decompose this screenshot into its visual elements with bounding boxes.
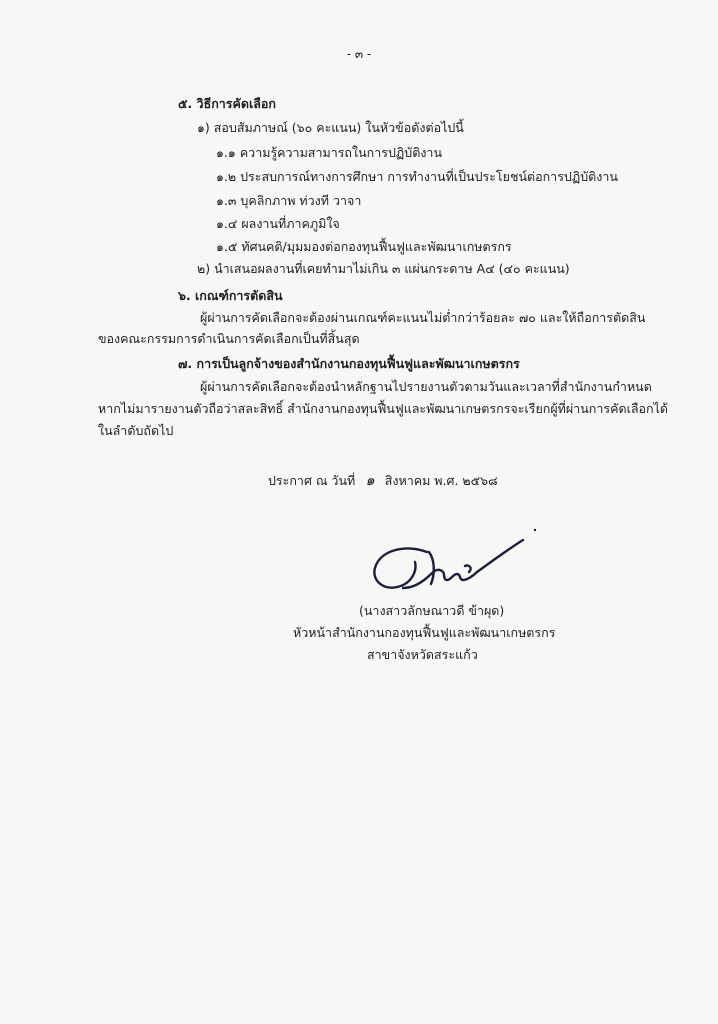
section-5-subitem-2: ๑.๒ ประสบการณ์ทางการศึกษา การทำงานที่เป็นประโยชน์ต่อการปฏิบัติงาน — [216, 169, 618, 184]
announcement-day: ๑ — [365, 471, 375, 489]
section-5-item-2: ๒) นำเสนอผลงานที่เคยทำมาไม่เกิน ๓ แผ่นกระดาษ A๔ (๔๐ คะแนน) — [197, 261, 570, 276]
section-5-subitem-3: ๑.๓ บุคลิกภาพ ท่วงที วาจา — [216, 193, 362, 208]
announcement-prefix: ประกาศ ณ วันที่ — [268, 473, 356, 488]
signer-title: หัวหน้าสำนักงานกองทุนฟื้นฟูและพัฒนาเกษตรกร — [293, 625, 556, 640]
handwritten-signature — [365, 522, 540, 602]
section-6-line-1: ผู้ผ่านการคัดเลือกจะต้องผ่านเกณฑ์คะแนนไม่ต่ำกว่าร้อยละ ๗๐ และให้ถือการตัดสิน — [200, 310, 646, 325]
section-7-line-3: ในลำดับถัดไป — [98, 423, 174, 438]
announcement-date — [268, 472, 498, 489]
announcement-month-year: สิงหาคม พ.ศ. ๒๕๖๘ — [384, 473, 498, 488]
signer-branch: สาขาจังหวัดสระแก้ว — [367, 647, 478, 662]
section-5-item-1: ๑) สอบสัมภาษณ์ (๖๐ คะแนน) ในหัวข้อดังต่อไปนี้ — [197, 120, 464, 135]
section-5-subitem-1: ๑.๑ ความรู้ความสามารถในการปฏิบัติงาน — [216, 145, 442, 160]
section-7-line-2: หากไม่มารายงานตัวถือว่าสละสิทธิ์ สำนักงานกองทุนฟื้นฟูและพัฒนาเกษตรกรจะเรียกผู้ที่ผ่านการคัดเลือกได้ — [98, 401, 668, 416]
section-7-heading: ๗. การเป็นลูกจ้างของสำนักงานกองทุนฟื้นฟูและพัฒนาเกษตรกร — [178, 356, 520, 371]
section-6-line-2: ของคณะกรรมการดำเนินการคัดเลือกเป็นที่สิ้นสุด — [98, 331, 360, 346]
section-5-subitem-5: ๑.๕ ทัศนคติ/มุมมองต่อกองทุนฟื้นฟูและพัฒนาเกษตรกร — [216, 239, 512, 254]
page-number: - ๓ - — [346, 47, 372, 61]
section-7-line-1: ผู้ผ่านการคัดเลือกจะต้องนำหลักฐานไปรายงานตัวตามวันและเวลาที่สำนักงานกำหนด — [200, 379, 652, 394]
section-5-heading: ๕. วิธีการคัดเลือก — [178, 96, 276, 111]
section-6-heading: ๖. เกณฑ์การตัดสิน — [178, 288, 283, 303]
section-5-subitem-4: ๑.๔ ผลงานที่ภาคภูมิใจ — [216, 216, 340, 231]
signer-name: (นางสาวลักษณาวดี ข้าผุด) — [359, 603, 505, 618]
